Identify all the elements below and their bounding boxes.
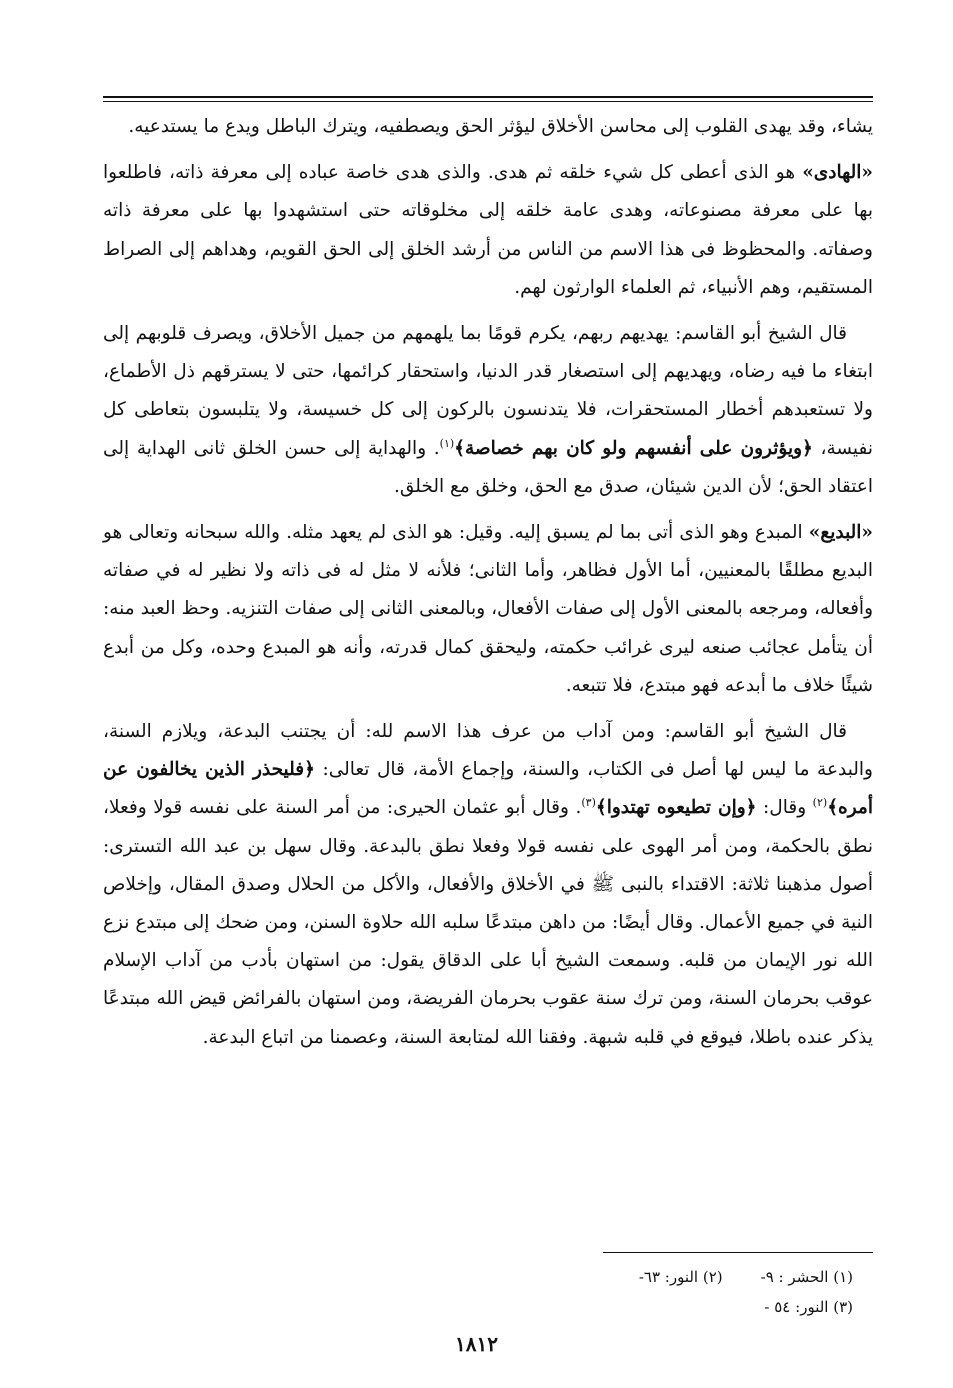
paragraph-al-badi: «البديع» المبدع وهو الذى أتى بما لم يسبق إليه. وقيل: هو الذى لم يعهد مثله. والله سبحانه وتعالى هو البديع مطلقًا بالمعنيين، أما الأول فظاهر، وأما الثانى؛ فلأنه لا مثل له فى ذاته ولا نظير له في صفاته وأفعاله، ومرجعه بالمعنى الأول إلى صفات الأفعال، وبالمعنى الثانى إلى صفات التنزيه. وحظ العبد منه: أن يتأمل عجائب صنعه ليرى غرائب حكمته، وليحقق كمال قدرته، وأنه هو المبدع وحده، وكل من أبدع شيئًا خلاف ما أبدعه فهو مبتدع، فلا تتبعه.	[103, 522, 873, 696]
term-al-badi: «البديع»	[808, 522, 873, 544]
paragraph-abu-al-qasim-1: قال الشيخ أبو القاسم: يهديهم ربهم، يكرم قومًا بما يلهمهم من جميل الأخلاق، ويصرف قلوبهم إلى ابتغاء ما فيه رضاه، ويهديهم إلى استصغار قدر الدنيا، واستحقار كرائمها، حتى لا يسترقهم ذل الأطماع، ولا تستعبدهم أخطار المستحقرات، فلا يتدنسون بالركون إلى كل خسيسة، ولا يتلبسون بتعاطى كل نفيسة، ﴿ويؤثرون على أنفسهم ولو كان بهم خصاصة﴾$^{(١)}$. والهداية إلى حسن الخلق ثانى الهداية إلى اعتقاد الحق؛ لأن الدين شيئان، صدق مع الحق، وخلق مع الخلق.	[103, 323, 873, 497]
footnote-ref: (١)	[439, 436, 455, 450]
footnote-row	[553, 1292, 853, 1322]
footnotes	[553, 1262, 853, 1322]
main-text	[103, 108, 873, 1065]
quran-verse: ﴿ويؤثرون على أنفسهم ولو كان بهم خصاصة﴾	[454, 437, 813, 459]
header-rule-thick	[103, 96, 873, 98]
paragraph-continuation: يشاء، وقد يهدى القلوب إلى محاسن الأخلاق ليؤثر الحق ويصطفيه، ويترك الباطل ويدع ما يستدعيه.	[128, 116, 873, 137]
paragraph-abu-al-qasim-2: قال الشيخ أبو القاسم: ومن آداب من عرف هذا الاسم لله: أن يجتنب البدعة، ويلازم السنة، والبدعة ما ليس لها أصل فى الكتاب، والسنة، وإجماع الأمة، قال تعالى: ﴿فليحذر الذين يخالفون عن أمره﴾$^{(٢)}$ وقال: ﴿وإن تطيعوه تهتدوا﴾$^{(٣)}$. وقال أبو عثمان الحيرى: من أمر السنة على نفسه قولا وفعلا، نطق بالحكمة، ومن أمر الهوى على نفسه قولا وفعلا نطق بالبدعة. وقال سهل بن عبد الله التسترى: أصول مذهبنا ثلاثة: الاقتداء بالنبى ﷺ في الأخلاق والأفعال، والأكل من الحلال وصدق المقال، وإخلاص النية في جميع الأعمال. وقال أيضًا: من داهن مبتدعًا سلبه الله حلاوة السنن، ومن ضحك إلى مبتدع نزع الله نور الإيمان من قلبه. وسمعت الشيخ أبا على الدقاق يقول: من استهان بأدب من آداب الإسلام عوقب بحرمان السنة، ومن ترك سنة عقوب بحرمان الفريضة، ومن استهان بالفرائض قيض الله مبتدعًا يذكر عنده باطلا، فيوقع في قلبه شبهة. وفقنا الله لمتابعة السنة، وعصمنا من اتباع البدعة.	[103, 721, 873, 1048]
quran-verse: ﴿فليحذر الذين يخالفون عن أمره﴾	[103, 759, 873, 819]
page-number: ١٨١٢	[455, 1332, 498, 1356]
footnote-2: (٢) النور: ٦٣-	[638, 1268, 723, 1286]
paragraph-al-hadi: «الهادى» هو الذى أعطى كل شيء خلقه ثم هدى. والذى هدى خاصة عباده إلى معرفة ذاته، فاطلعوا بها على معرفة مصنوعاته، وهدى عامة خلقه إلى مخلوقاته حتى استشهدوا بها على معرفة ذاته وصفاته. والمحظوظ فى هذا الاسم من الناس من أرشد الخلق إلى الحق القويم، وهداهم إلى الصراط المستقيم، وهم الأنبياء، ثم العلماء الوارثون لهم.	[103, 162, 873, 298]
footnote-row	[553, 1262, 853, 1292]
footnote-3: (٣) النور: ٥٤ -	[764, 1298, 853, 1316]
quran-verse: ﴿وإن تطيعوه تهتدوا﴾	[595, 797, 757, 819]
footnote-1: (١) الحشر : ٩-	[760, 1268, 853, 1286]
header-rule-thin	[103, 101, 873, 102]
footnote-ref: (٣)	[581, 796, 596, 810]
footnote-rule	[603, 1252, 873, 1253]
footnote-ref: (٢)	[812, 796, 828, 810]
term-al-hadi: «الهادى»	[802, 162, 873, 184]
